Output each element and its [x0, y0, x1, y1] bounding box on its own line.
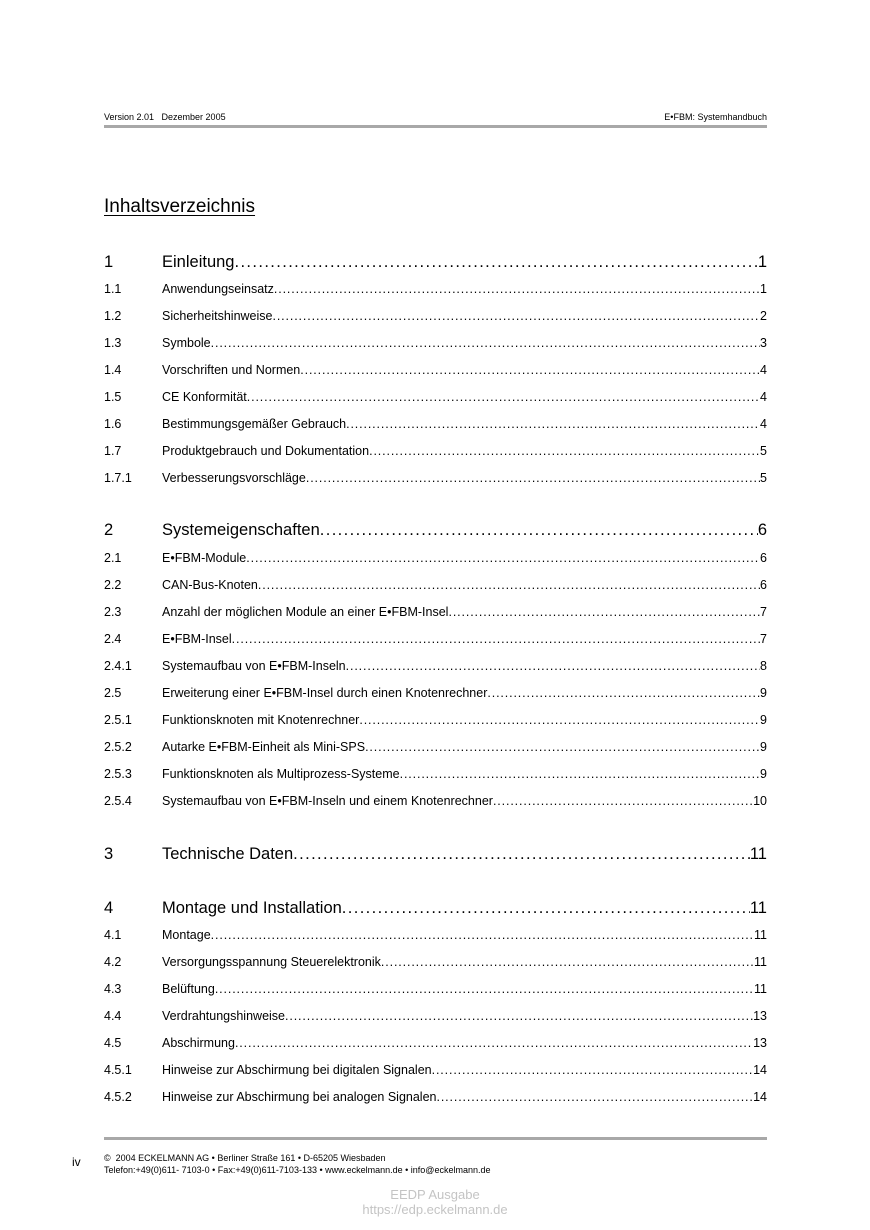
toc-entry-number: 4.2 [104, 955, 122, 969]
toc-leader-dots [381, 955, 754, 969]
toc-entry-page: 9 [760, 740, 767, 754]
toc-entry-title: Montage [162, 928, 211, 942]
toc-entry-page: 11 [749, 845, 767, 863]
toc-entry-title: Sicherheitshinweise [162, 309, 273, 323]
toc-entry-page: 6 [760, 578, 767, 592]
toc-leader-dots [320, 521, 758, 540]
toc-entry-page: 3 [760, 336, 767, 350]
toc-entry-page: 4 [760, 390, 767, 404]
toc-entry[interactable] [104, 713, 767, 727]
toc-entry-page: 4 [760, 363, 767, 377]
toc-entry-page: 11 [749, 899, 767, 917]
toc-leader-dots [359, 713, 760, 727]
toc-entry-number: 3 [104, 845, 114, 863]
toc-entry[interactable] [104, 686, 767, 700]
toc-entry-title: Symbole [162, 336, 211, 350]
toc-entry-number: 4.3 [104, 982, 122, 996]
toc-entry-title: Einleitung [162, 253, 235, 271]
header-version: Version 2.01 Dezember 2005 [104, 112, 226, 122]
toc-entry[interactable] [104, 551, 767, 565]
toc-entry[interactable] [104, 955, 767, 969]
toc-entry-title: Anwendungseinsatz [162, 282, 274, 296]
toc-entry-title: Autarke E•FBM-Einheit als Mini-SPS [162, 740, 366, 754]
toc-entry-number: 4.4 [104, 1009, 122, 1023]
toc-entry-number: 1.4 [104, 363, 122, 377]
toc-entry[interactable] [104, 605, 767, 619]
toc-leader-dots [400, 767, 760, 781]
toc-leader-dots [300, 363, 760, 377]
toc-entry-number: 2.2 [104, 578, 122, 592]
toc-leader-dots [306, 471, 760, 485]
toc-entry[interactable] [104, 740, 767, 754]
toc-entry-number: 4.5 [104, 1036, 122, 1050]
toc-entry[interactable] [104, 471, 767, 485]
footer-address: © 2004 ECKELMANN AG • Berliner Straße 161 • D-65205 Wiesbaden [104, 1153, 386, 1163]
toc-entry-number: 2.5.1 [104, 713, 132, 727]
footer-rule [104, 1137, 767, 1140]
toc-entry-number: 2.5.4 [104, 794, 132, 808]
toc-leader-dots [215, 982, 754, 996]
toc-entry[interactable] [104, 309, 767, 323]
toc-entry-page: 11 [754, 982, 767, 996]
toc-entry-number: 2.3 [104, 605, 122, 619]
toc-entry[interactable] [104, 521, 767, 540]
toc-entry-title: Montage und Installation [162, 899, 342, 917]
toc-leader-dots [369, 444, 760, 458]
toc-entry-title: Anzahl der möglichen Module an einer E•FBM-Insel [162, 605, 449, 619]
toc-leader-dots [246, 551, 760, 565]
toc-leader-dots [285, 1009, 753, 1023]
toc-entry-title: Vorschriften und Normen [162, 363, 301, 377]
toc-entry-page: 13 [753, 1009, 767, 1023]
toc-entry[interactable] [104, 578, 767, 592]
toc-entry-page: 5 [760, 444, 767, 458]
toc-entry-page: 7 [760, 632, 767, 646]
toc-leader-dots [211, 928, 754, 942]
toc-entry-number: 4.5.2 [104, 1090, 132, 1104]
toc-leader-dots [211, 336, 760, 350]
toc-entry-number: 1.7.1 [104, 471, 132, 485]
toc-entry-number: 2.1 [104, 551, 122, 565]
toc-entry-page: 1 [757, 253, 767, 271]
toc-entry-number: 1.1 [104, 282, 122, 296]
toc-entry-page: 13 [753, 1036, 767, 1050]
toc-leader-dots [346, 417, 760, 431]
toc-entry-page: 14 [753, 1090, 767, 1104]
toc-entry[interactable] [104, 899, 767, 918]
toc-entry-title: Hinweise zur Abschirmung bei analogen Signalen [162, 1090, 437, 1104]
toc-entry-page: 10 [753, 794, 767, 808]
toc-entry-page: 1 [760, 282, 767, 296]
toc-entry-title: E•FBM-Module [162, 551, 247, 565]
toc-entry-title: Hinweise zur Abschirmung bei digitalen Signalen [162, 1063, 432, 1077]
toc-leader-dots [272, 309, 760, 323]
toc-leader-dots [342, 899, 750, 918]
toc-entry-number: 1.5 [104, 390, 122, 404]
toc-entry-number: 1.7 [104, 444, 122, 458]
toc-entry[interactable] [104, 253, 767, 272]
toc-entry-title: Verbesserungsvorschläge [162, 471, 306, 485]
toc-entry[interactable] [104, 632, 767, 646]
toc-entry-number: 1.2 [104, 309, 122, 323]
toc-entry[interactable] [104, 845, 767, 864]
toc-leader-dots [274, 282, 760, 296]
toc-entry-page: 7 [760, 605, 767, 619]
toc-entry[interactable] [104, 767, 767, 781]
toc-entry-title: CE Konformität [162, 390, 247, 404]
footer-contact: Telefon:+49(0)611- 7103-0 • Fax:+49(0)611-7103-133 • www.eckelmann.de • info@eckelmann.de [104, 1165, 491, 1175]
toc-entry-title: Erweiterung einer E•FBM-Insel durch einen Knotenrechner [162, 686, 488, 700]
toc-leader-dots [365, 740, 760, 754]
toc-entry-page: 2 [760, 309, 767, 323]
page-footer [104, 1152, 490, 1176]
toc-leader-dots [493, 794, 753, 808]
toc-leader-dots [293, 845, 750, 864]
toc-entry-page: 9 [760, 713, 767, 727]
page-title: Inhaltsverzeichnis [104, 196, 256, 217]
toc-entry-number: 2 [104, 521, 114, 539]
toc-entry-number: 1 [104, 253, 114, 271]
toc-entry[interactable] [104, 417, 767, 431]
toc-entry[interactable] [104, 444, 767, 458]
toc-entry-title: Verdrahtungshinweise [162, 1009, 285, 1023]
header-rule [104, 125, 767, 128]
toc-leader-dots [487, 686, 760, 700]
toc-entry-title: Versorgungsspannung Steuerelektronik [162, 955, 381, 969]
watermark-url: https://edp.eckelmann.de [362, 1202, 508, 1217]
toc-leader-dots [234, 253, 757, 272]
toc-entry-number: 4.5.1 [104, 1063, 132, 1077]
toc-entry-title: Funktionsknoten mit Knotenrechner [162, 713, 360, 727]
toc-entry-title: Funktionsknoten als Multiprozess-Systeme [162, 767, 400, 781]
toc-entry-title: Systemaufbau von E•FBM-Inseln [162, 659, 346, 673]
toc-entry[interactable] [104, 1036, 767, 1050]
toc-entry-page: 6 [757, 521, 767, 539]
toc-entry-title: E•FBM-Insel [162, 632, 232, 646]
toc-entry-number: 2.5.3 [104, 767, 132, 781]
toc-entry-title: Systemaufbau von E•FBM-Inseln und einem Knotenrechner [162, 794, 493, 808]
toc-entry-page: 11 [754, 928, 767, 942]
toc-entry[interactable] [104, 390, 767, 404]
toc-entry-title: CAN-Bus-Knoten [162, 578, 258, 592]
toc-entry-number: 2.5 [104, 686, 122, 700]
toc-entry-number: 1.6 [104, 417, 122, 431]
toc-entry[interactable] [104, 363, 767, 377]
toc-entry-number: 4.1 [104, 928, 122, 942]
toc-entry-title: Produktgebrauch und Dokumentation [162, 444, 370, 458]
toc-entry-number: 4 [104, 899, 114, 917]
toc-entry-page: 4 [760, 417, 767, 431]
toc-entry-page: 6 [760, 551, 767, 565]
toc-leader-dots [448, 605, 760, 619]
toc-leader-dots [235, 1036, 753, 1050]
toc-entry-page: 9 [760, 767, 767, 781]
toc-entry[interactable] [104, 659, 767, 673]
toc-entry-page: 5 [760, 471, 767, 485]
watermark-edition: EEDP Ausgabe [390, 1187, 480, 1202]
toc-entry[interactable] [104, 1009, 767, 1023]
toc-leader-dots [436, 1090, 753, 1104]
toc-entry[interactable] [104, 794, 767, 808]
page-number: iv [72, 1155, 81, 1169]
toc-entry-page: 9 [760, 686, 767, 700]
toc-entry-number: 1.3 [104, 336, 122, 350]
toc-entry[interactable] [104, 1063, 767, 1077]
toc-leader-dots [432, 1063, 753, 1077]
toc-leader-dots [232, 632, 760, 646]
header-manual-title: E•FBM: Systemhandbuch [664, 112, 767, 122]
toc-entry[interactable] [104, 282, 767, 296]
toc-entry-number: 2.5.2 [104, 740, 132, 754]
toc-leader-dots [258, 578, 760, 592]
toc-entry-page: 14 [753, 1063, 767, 1077]
toc-entry-page: 8 [760, 659, 767, 673]
toc-leader-dots [247, 390, 760, 404]
toc-entry[interactable] [104, 1090, 767, 1104]
toc-entry-title: Abschirmung [162, 1036, 235, 1050]
toc-entry-title: Belüftung [162, 982, 215, 996]
toc-entry[interactable] [104, 928, 767, 942]
toc-entry[interactable] [104, 982, 767, 996]
toc-entry-number: 2.4.1 [104, 659, 132, 673]
toc-entry[interactable] [104, 336, 767, 350]
toc-entry-title: Technische Daten [162, 845, 294, 863]
toc-entry-title: Systemeigenschaften [162, 521, 320, 539]
toc-entry-page: 11 [754, 955, 767, 969]
toc-leader-dots [346, 659, 760, 673]
toc-entry-title: Bestimmungsgemäßer Gebrauch [162, 417, 347, 431]
toc-entry-number: 2.4 [104, 632, 122, 646]
